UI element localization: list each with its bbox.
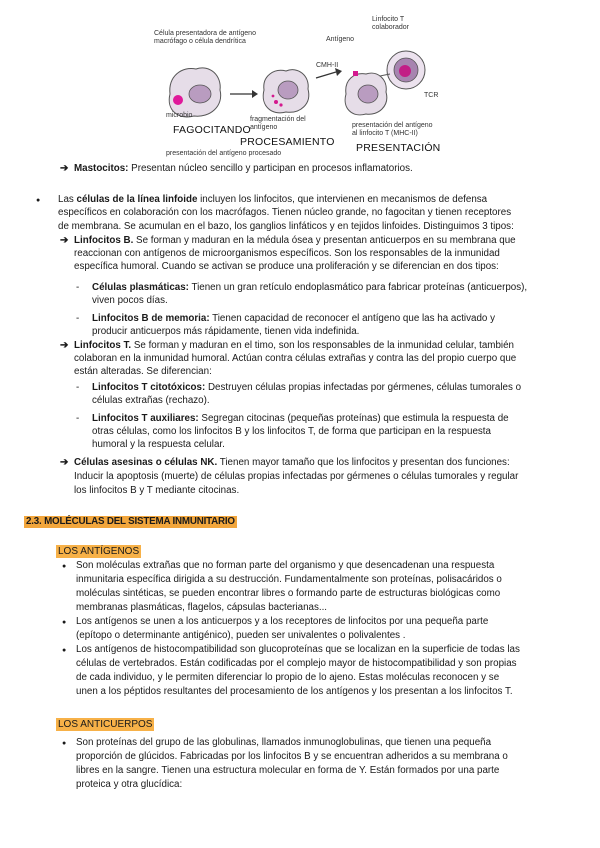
antigens-p3-line-3: de cada individuo, y le permiten diferenciar lo propio de lo ajeno. Estas moléculas reconocen y se bbox=[76, 672, 500, 683]
memory-b-title: Linfocitos B de memoria: bbox=[92, 313, 210, 324]
mastocitos-text: Presentan núcleo sencillo y participan en procesos inflamatorios. bbox=[128, 163, 413, 174]
arrow-bullet: ➔ bbox=[60, 163, 69, 174]
linfocitos-b-text: Se forman y maduran en la médula ósea y presentan anticuerpos en su membrana que bbox=[133, 235, 516, 246]
figure-label-presentation: presentación del antígeno bbox=[352, 122, 433, 129]
caption-presentation: PRESENTACIÓN bbox=[356, 142, 441, 154]
linfocitos-b-line-2: reaccionan con antígenos de microorganismos específicos. Son los responsables de la inmunidad bbox=[74, 248, 500, 259]
plasma-cells-title: Células plasmáticas: bbox=[92, 282, 189, 293]
dash-bullet: - bbox=[76, 413, 80, 424]
linfocitos-b-title: Linfocitos B. bbox=[74, 235, 134, 246]
bullet: ● bbox=[62, 563, 67, 570]
antigens-p3-line-2: células de vertebrados. Están codificadas por el complejo mayor de histocompatibilidad y son propias bbox=[76, 658, 517, 669]
antigens-p3-line-1 bbox=[62, 643, 520, 657]
linfocitos-t-line-3: están alteradas. Se diferencian: bbox=[74, 366, 212, 377]
bullet: ● bbox=[62, 740, 67, 747]
bullet: ● bbox=[36, 197, 41, 204]
antibodies-p1-line-4: proteica y otra glucídica: bbox=[76, 779, 183, 790]
antibodies-heading: LOS ANTICUERPOS bbox=[58, 719, 153, 730]
antigens-p1-1: Son moléculas extrañas que no forman parte del organismo y que desencadenan una respuesta bbox=[76, 560, 495, 571]
macrophage-cell-3 bbox=[345, 71, 387, 115]
dash-bullet: - bbox=[76, 313, 80, 324]
figure-label-processed-2: antígeno bbox=[250, 124, 278, 131]
antigens-p1-line-4: membranas plasmáticas, flagelos, cápsulas bacterianas... bbox=[76, 602, 328, 613]
lymphoid-intro-1c: incluyen los linfocitos, que intervienen en mecanismos de defensa bbox=[197, 194, 488, 205]
helper-t-line-3: humoral y la respuesta celular. bbox=[92, 439, 225, 450]
mastocitos-title: Mastocitos: bbox=[74, 163, 129, 174]
figure-label-tcr: TCR bbox=[424, 92, 439, 99]
figure-label-apc: Célula presentadora de antígeno bbox=[154, 30, 256, 37]
figure-label-bottom-note: presentación del antígeno procesado bbox=[166, 150, 282, 157]
arrow-2 bbox=[316, 72, 336, 78]
figure-label-lymphocyte-t: Linfocito T bbox=[372, 16, 405, 23]
t-lymphocyte bbox=[380, 51, 425, 89]
nk-cells-line-1 bbox=[60, 456, 510, 469]
antibodies-p1-line-1 bbox=[62, 736, 491, 750]
lymphoid-intro-1a: Las bbox=[58, 194, 77, 205]
figure-label-antigen: Antígeno bbox=[326, 36, 355, 43]
nk-cells-title: Células asesinas o células NK. bbox=[74, 457, 218, 468]
plasma-cells-text: Tienen un gran retículo endoplasmático para fabricar proteínas (anticuerpos), bbox=[188, 282, 528, 293]
antigens-p2-line-1 bbox=[62, 615, 488, 629]
cytotoxic-t-line-1 bbox=[76, 381, 521, 394]
arrow-bullet: ➔ bbox=[60, 235, 69, 246]
antigens-p2-1: Los antígenos se unen a los anticuerpos y a los receptores de linfocitos por una pequeña parte bbox=[76, 616, 489, 627]
figure-label-apc-2: macrófago o célula dendrítica bbox=[154, 38, 246, 45]
linfocitos-b-line-1 bbox=[60, 234, 516, 247]
plasma-cells-line-2: viven pocos días. bbox=[92, 295, 168, 306]
antigens-p1-line-1 bbox=[62, 559, 494, 573]
antigens-p3-1: Los antígenos de histocompatibilidad son glucoproteínas que se localizan en la superficie de todas las bbox=[76, 644, 520, 655]
cytotoxic-t-title: Linfocitos T citotóxicos: bbox=[92, 382, 206, 393]
dash-bullet: - bbox=[76, 382, 80, 393]
arrow-bullet: ➔ bbox=[60, 457, 69, 468]
antigens-p1-line-3: moléculas sintéticas, se pueden encontrar libres o formando parte de estructuras biológicas como bbox=[76, 588, 501, 599]
memory-b-line-2: producir anticuerpos más rápidamente, tienen vida indefinida. bbox=[92, 326, 360, 337]
lymphoid-intro-line-3: de membrana. Se acumulan en el bazo, los ganglios linfáticos y en tejidos linfoides. Distinguimos 3 tipos: bbox=[58, 221, 514, 232]
helper-t-title: Linfocitos T auxiliares: bbox=[92, 413, 199, 424]
figure-label-cmh2: CMH-II bbox=[316, 62, 339, 69]
antigens-p1-line-2: inmunitaria específica dirigida a su destrucción. Fundamentalmente son proteínas, polisacáridos o bbox=[76, 574, 502, 585]
antigens-p2-line-2: (epítopo o determinante antigénico), pueden ser univalentes o polivalentes . bbox=[76, 630, 406, 641]
bullet: ● bbox=[62, 647, 67, 654]
cytotoxic-t-text: Destruyen células propias infectadas por gérmenes, células tumorales o bbox=[205, 382, 522, 393]
antibodies-p1-1: Son proteínas del grupo de las globulinas, llamados inmunoglobulinas, que tienen una pequeña bbox=[76, 737, 492, 748]
helper-t-text: Segregan citocinas (pequeñas proteínas) que estimula la respuesta de bbox=[198, 413, 509, 424]
antibodies-p1-line-3: libres en la sangre. Tienen una estructura molecular en forma de Y. Están formados por una parte bbox=[76, 765, 500, 776]
figure-label-lymphocyte-t-2: colaborador bbox=[372, 24, 409, 31]
section-heading: 2.3. MOLÉCULAS DEL SISTEMA INMUNITARIO bbox=[26, 516, 235, 527]
plasma-cells-line-1 bbox=[76, 281, 527, 294]
linfocitos-t-line-1 bbox=[60, 339, 514, 352]
linfocitos-t-line-2: colaboran en la inmunidad humoral. Actúan contra células extrañas y contra las del propio cuerpo que bbox=[74, 353, 517, 364]
linfocitos-t-title: Linfocitos T. bbox=[74, 340, 132, 351]
linfocitos-b-line-3: específica humoral. Cuando se activan se produce una proliferación y se diferencian en dos tipos: bbox=[74, 261, 499, 272]
helper-t-line-2: otras células, como los linfocitos B y los linfocitos T, de forma que participan en la respuesta bbox=[92, 426, 491, 437]
arrow-bullet: ➔ bbox=[60, 340, 69, 351]
memory-b-line-1 bbox=[76, 312, 495, 325]
nk-cells-line-2: Inducir la apoptosis (muerte) de células propias infectadas por gérmenes o células tumorales y regular bbox=[74, 471, 519, 482]
bullet: ● bbox=[62, 619, 67, 626]
lymphoid-intro-line-2: específicos en colaboración con los macrófagos. Tienen núcleo grande, no fagocitan y tienen receptores bbox=[58, 207, 512, 218]
caption-phagocytosis: FAGOCITANDO bbox=[173, 124, 251, 136]
figure-label-processed: fragmentación del bbox=[250, 116, 306, 123]
lymphoid-intro-1b: células de la línea linfoide bbox=[76, 194, 198, 205]
antibodies-p1-line-2: proporción de glúcidos. Fabricadas por los linfocitos B y se encuentran adheridos a su membrana o bbox=[76, 751, 508, 762]
nk-cells-line-3: los linfocitos B y T mediante citocinas. bbox=[74, 485, 240, 496]
mastocitos-item bbox=[60, 162, 413, 175]
linfocitos-t-text: Se forman y maduran en el timo, son los responsables de la inmunidad celular, también bbox=[131, 340, 514, 351]
nk-cells-text: Tienen mayor tamaño que los linfocitos y presentan dos funciones: bbox=[217, 457, 510, 468]
cytotoxic-t-line-2: células extrañas (rechazo). bbox=[92, 395, 210, 406]
caption-processing: PROCESAMIENTO bbox=[240, 136, 335, 148]
figure-label-microbe: microbio bbox=[166, 112, 193, 119]
antigens-p3-line-4: unen a los péptidos resultantes del procesamiento de los antígenos y los presentan a los linfocitos T. bbox=[76, 686, 513, 697]
macrophage-cell-2 bbox=[263, 70, 309, 113]
macrophage-cell-1 bbox=[169, 68, 220, 117]
memory-b-text: Tienen capacidad de reconocer el antígeno que las ha activado y bbox=[209, 313, 495, 324]
dash-bullet: - bbox=[76, 282, 80, 293]
antigens-heading: LOS ANTÍGENOS bbox=[58, 546, 140, 557]
helper-t-line-1 bbox=[76, 412, 509, 425]
figure-label-presentation-2: al linfocito T (MHC-II) bbox=[352, 130, 418, 137]
